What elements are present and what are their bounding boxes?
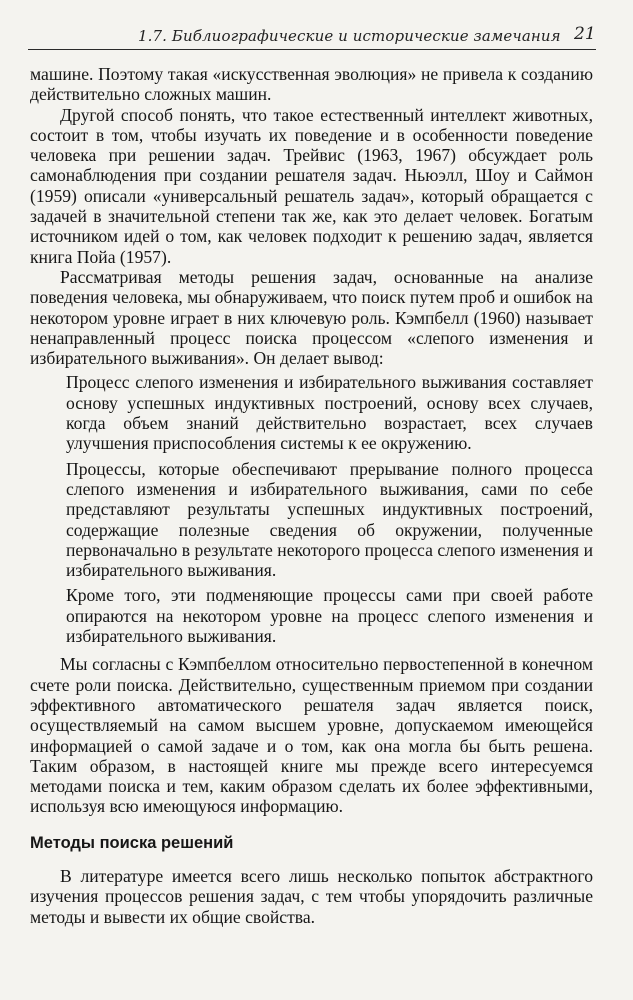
page-number: 21 — [574, 24, 596, 44]
paragraph-campbell: Рассматривая методы решения задач, основанные на анализе поведения человека, мы обнаруживаем, что поиск путем проб и ошибок на некотором уровне играет в них ключевую роль. Кэмпбелл (1960) называет ненаправленный процесс поиска процессом «слепого изменения и избирательного выживания». Он делает вывод: — [30, 266, 593, 369]
paragraph-natural-intelligence: Другой способ понять, что такое естественный интеллект животных, состоит в том, чтобы изучать их поведение и в особенности поведение человека при решении задач. Трейвис (1963, 1967) обсуждает роль самонаблюдения при создании решателя задач. Ньюэлл, Шоу и Саймон (1959) описали «универсальный решатель задач», который обращается с задачей в значительной степени так же, как это делает человек. Богатым источником идей о том, как человек подходит к решению задач, является книга Пойа (1957). — [30, 104, 593, 267]
block-quote — [66, 372, 593, 646]
paragraph-search-role: Мы согласны с Кэмпбеллом относительно первостепенной в конечном счете роли поиска. Действительно, существенным приемом при создании эффективного автоматического решателя задач является поиск, осуществляемый на самом высшем уровне, допускаемом имеющейся информацией о самой задаче и о том, как она могла бы быть решена. Таким образом, в настоящей книге мы прежде всего интересуемся методами поиска и тем, каким образом сделать их более эффективными, используя всю имеющуюся информацию. — [30, 654, 593, 817]
running-title: 1.7. Библиографические и исторические замечания — [138, 27, 561, 45]
paragraph-literature: В литературе имеется всего лишь несколько попыток абстрактного изучения процессов решения задач, с тем чтобы упорядочить различные методы и вывести их общие свойства. — [30, 865, 593, 927]
quote-paragraph-1: Процесс слепого изменения и избирательного выживания составляет основу успешных индуктивных построений, основу всех случаев, когда объем знаний действительно возрастает, всех случаев улучшения приспособления системы к ее окружению. — [66, 372, 593, 454]
header-rule — [28, 49, 596, 50]
page-header — [0, 0, 633, 50]
section-heading: Методы поиска решений — [30, 833, 234, 852]
page-body — [30, 64, 593, 927]
quote-paragraph-3: Кроме того, эти подменяющие процессы сами при своей работе опираются на некотором уровне на процесс слепого изменения и избирательного выживания. — [66, 585, 593, 647]
paragraph-continuation: машине. Поэтому такая «искусственная эволюция» не привела к созданию действительно сложных машин. — [30, 64, 593, 105]
quote-paragraph-2: Процессы, которые обеспечивают прерывание полного процесса слепого изменения и избирательного выживания, сами по себе представляют результаты успешных индуктивных построений, содержащие полезные сведения об окружении, полученные первоначально в результате некоторого процесса слепого изменения и избирательного выживания. — [66, 458, 593, 581]
